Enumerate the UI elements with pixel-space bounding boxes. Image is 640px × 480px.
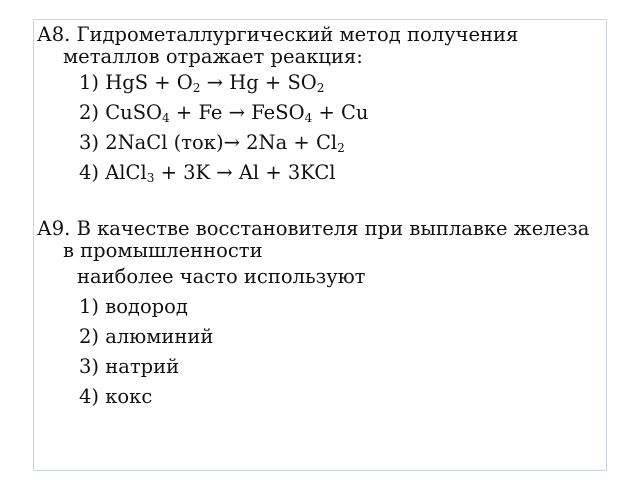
- question-text: А9. В качестве восстановителя при выплавке железа в промышленности: [37, 217, 590, 262]
- spacer: [37, 188, 603, 218]
- answer-option: 1) HgS + $O_2 \to Hg + SO_2$: [79, 71, 325, 96]
- question-text: А8. Гидрометаллургический метод получения металлов отражает реакция:: [37, 23, 519, 68]
- answer-option: 2) алюминий: [79, 325, 214, 348]
- question-text-continuation: наиболее часто используют: [77, 265, 366, 288]
- answer-option: 3) натрий: [79, 355, 180, 378]
- question-a9: [37, 218, 603, 412]
- answer-option: 2) CuSO$_4$ + Fe → FeSO$_4$ + Cu: [79, 101, 369, 126]
- answer-option: 3) 2NaCl $(ток)\to 2Na + Cl_2$: [79, 131, 345, 156]
- answer-option: 4) AlCl$_3$ + 3K → Al + 3KCl: [79, 161, 336, 186]
- answer-option: 1) водород: [79, 295, 188, 318]
- answer-option: 4) кокс: [79, 385, 153, 408]
- question-a8: [37, 24, 603, 188]
- slide-content: [37, 24, 603, 412]
